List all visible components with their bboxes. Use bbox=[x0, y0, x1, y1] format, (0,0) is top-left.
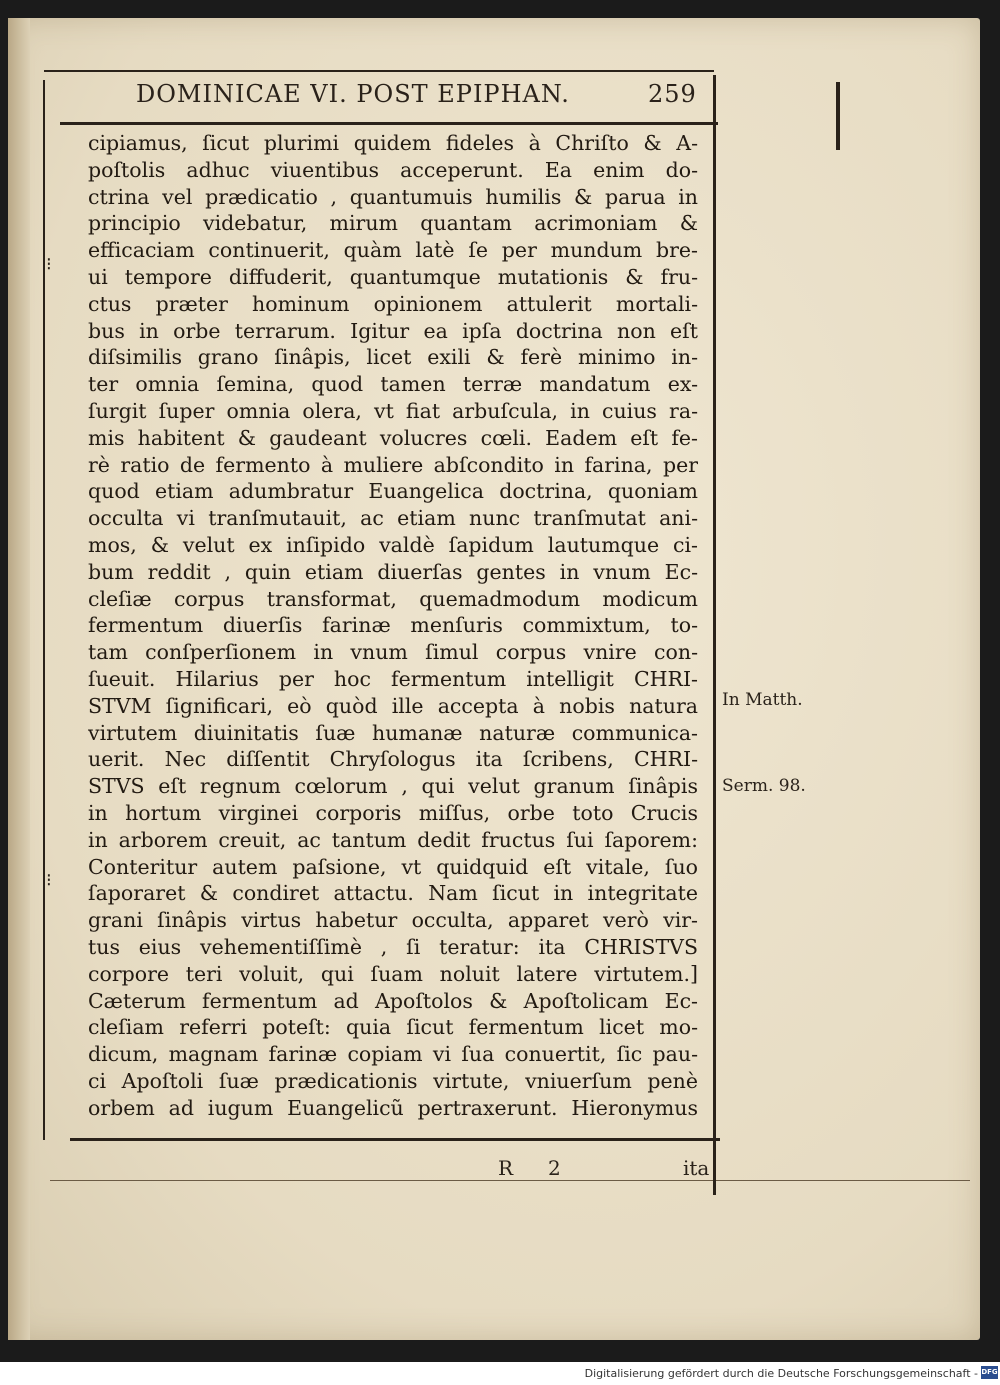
funding-notice: Digitalisierung gefördert durch die Deutsche Forschungsgemeinschaft - bbox=[584, 1367, 978, 1380]
running-header bbox=[136, 80, 716, 108]
text-line: ctus præter hominum opinionem attulerit mortali- bbox=[88, 291, 698, 316]
text-line: Conteritur autem paſsione, vt quidquid eſt vitale, ſuo bbox=[88, 854, 698, 879]
margin-note: Serm. 98. bbox=[722, 776, 806, 796]
text-line: tus eius vehementiſſimè , ſi teratur: ita CHRISTVS bbox=[88, 934, 698, 959]
header-rule bbox=[60, 122, 718, 125]
text-line: occulta vi tranſmutauit, ac etiam nunc tranſmutat ani- bbox=[88, 506, 698, 531]
dfg-logo: DFG bbox=[981, 1366, 998, 1379]
footer-rule bbox=[50, 1180, 970, 1181]
text-line: in arborem creuit, ac tantum dedit fructus ſui ſaporem: bbox=[88, 827, 698, 852]
left-frame-rule bbox=[43, 80, 45, 1140]
text-line: bus in orbe terrarum. Igitur ea ipſa doctrina non eſt bbox=[88, 318, 698, 343]
text-line: grani ſinâpis virtus habetur occulta, apparet verò vir- bbox=[88, 908, 698, 933]
text-line: in hortum virginei corporis miſſus, orbe toto Crucis bbox=[88, 800, 698, 825]
text-line: mos, & velut ex inſipido valdè ſapidum lautumque ci- bbox=[88, 532, 698, 557]
text-line: orbem ad iugum Euangelicũ pertraxerunt. Hieronymus bbox=[88, 1095, 698, 1120]
text-line: poſtolis adhuc viuentibus acceperunt. Ea enim do- bbox=[88, 157, 698, 182]
margin-vertical-rule bbox=[713, 75, 716, 1195]
page-binding-edge bbox=[8, 18, 30, 1340]
left-margin-mark: ⁝ bbox=[46, 870, 52, 891]
text-line: STVS eſt regnum cœlorum , qui velut granum ſinâpis bbox=[88, 774, 698, 799]
text-line: ci Apoſtoli ſuæ prædicationis virtute, vniuerſum penè bbox=[88, 1068, 698, 1093]
text-line: bum reddit , quin etiam diuerſas gentes in vnum Ec- bbox=[88, 559, 698, 584]
text-line: cleſiæ corpus transformat, quemadmodum modicum bbox=[88, 586, 698, 611]
text-line: tam conſperſionem in vnum ſimul corpus vnire con- bbox=[88, 640, 698, 665]
text-line: ſaporaret & condiret attactu. Nam ſicut in integritate bbox=[88, 881, 698, 906]
text-bottom-rule bbox=[70, 1138, 720, 1141]
digitization-footer bbox=[0, 1362, 1000, 1385]
text-line: quod etiam adumbratur Euangelica doctrina, quoniam bbox=[88, 479, 698, 504]
text-line: efficaciam continuerit, quàm latè ſe per mundum bre- bbox=[88, 238, 698, 263]
signature-number: 2 bbox=[548, 1156, 561, 1180]
text-line: diſsimilis grano ſinâpis, licet exili & ferè minimo in- bbox=[88, 345, 698, 370]
right-margin-mark bbox=[836, 82, 840, 150]
text-line: ſurgit ſuper omnia olera, vt fiat arbuſcula, in cuius ra- bbox=[88, 398, 698, 423]
text-line: Cæterum fermentum ad Apoſtolos & Apoſtolicam Ec- bbox=[88, 988, 698, 1013]
text-line: ſueuit. Hilarius per hoc fermentum intelligit CHRI- bbox=[88, 666, 698, 691]
text-line: ter omnia ſemina, quod tamen terræ mandatum ex- bbox=[88, 372, 698, 397]
signature-mark: R bbox=[498, 1156, 514, 1180]
text-line: fermentum diuerſis farinæ menſuris commixtum, to- bbox=[88, 613, 698, 638]
text-line: virtutem diuinitatis ſuæ humanæ naturæ communica- bbox=[88, 720, 698, 745]
text-line: ctrina vel prædicatio , quantumuis humilis & parua in bbox=[88, 184, 698, 209]
text-line: cleſiam referri poteſt: quia ſicut fermentum licet mo- bbox=[88, 1015, 698, 1040]
running-title: DOMINICAE VI. POST EPIPHAN. bbox=[136, 80, 570, 108]
text-line: mis habitent & gaudeant volucres cœli. Eadem eſt fe- bbox=[88, 425, 698, 450]
text-line: STVM ſignificari, eò quòd ille accepta à nobis natura bbox=[88, 693, 698, 718]
text-line: principio videbatur, mirum quantam acrimoniam & bbox=[88, 211, 698, 236]
text-line: cipiamus, ſicut plurimi quidem fideles à Chriſto & A- bbox=[88, 131, 698, 155]
margin-note: In Matth. bbox=[722, 690, 803, 710]
left-margin-mark: ⁝ bbox=[46, 254, 52, 275]
catchword: ita bbox=[683, 1156, 710, 1180]
text-line: dicum, magnam farinæ copiam vi ſua conuertit, ſic pau- bbox=[88, 1042, 698, 1067]
text-line: rè ratio de fermento à muliere abſcondito in farina, per bbox=[88, 452, 698, 477]
text-line: corpore teri voluit, qui ſuam noluit latere virtutem.] bbox=[88, 961, 698, 986]
page-number: 259 bbox=[648, 80, 697, 108]
main-text-block bbox=[88, 130, 698, 1121]
top-rule-thin bbox=[44, 70, 714, 72]
text-line: uerit. Nec diſſentit Chryſologus ita ſcribens, CHRI- bbox=[88, 747, 698, 772]
text-line: ui tempore diffuderit, quantumque mutationis & fru- bbox=[88, 264, 698, 289]
